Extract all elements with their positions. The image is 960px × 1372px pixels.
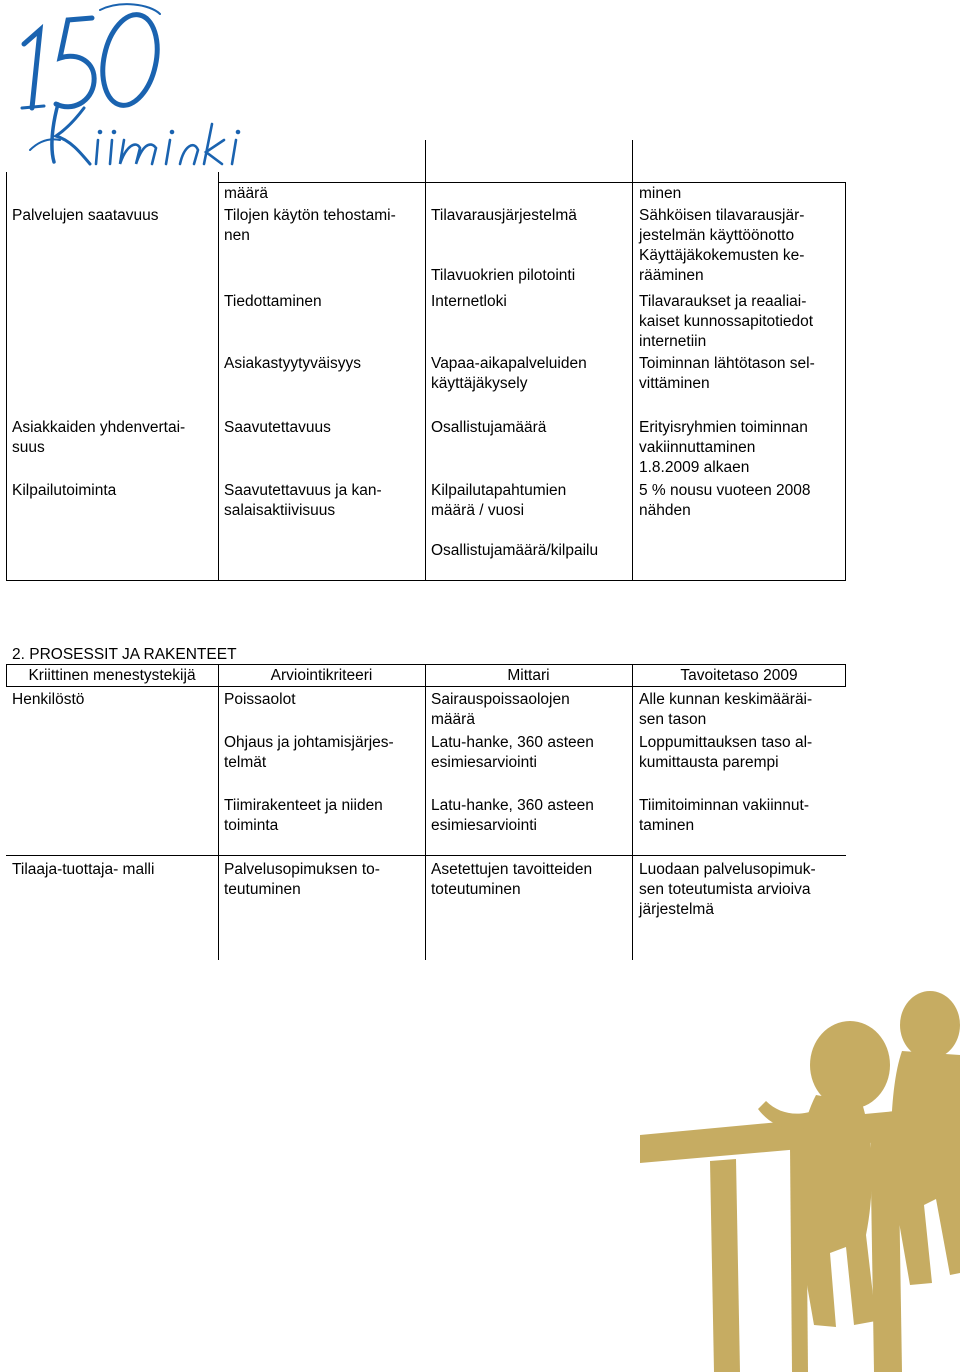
table2-measure-cell: Asetettujen tavoitteiden toteutuminen [431,861,593,898]
table1-target-cell: Erityisryhmien toiminnan vakiinnuttaminen 1.8.2009 alkaen [639,419,808,476]
table1-measure-cell: Kilpailutapahtumien määrä / vuosi [431,482,567,519]
table1-factor-cell: Kilpailutoiminta [12,482,117,499]
table1-bottom-border [6,580,846,581]
table1-target-cell: Toiminnan lähtötason sel- vittäminen [639,355,815,392]
table2-measure-cell: Sairauspoissaolojen määrä [431,691,570,728]
table1-criterion-cell: Saavutettavuus ja kan- salaisaktiivisuus [224,482,382,519]
table2-criterion-cell: Poissaolot [224,691,296,708]
table2-header-target: Tavoitetaso 2009 [680,667,798,684]
table2-criterion-cell: Ohjaus ja johtamisjärjes- telmät [224,734,394,771]
table2-factor-cell: Henkilöstö [12,691,85,708]
table1-target-cell: Käyttäjäkokemusten ke- rääminen [639,247,805,284]
table2-target-cell: Alle kunnan keskimääräi- sen tason [639,691,813,728]
table2-col2-border [218,664,219,960]
table2-factor-cell: Tilaaja-tuottaja- malli [12,861,155,878]
table1-factor-cell: Asiakkaiden yhdenvertai- suus [12,419,186,456]
table2-target-cell: Tiimitoiminnan vakiinnut- taminen [639,797,809,834]
table1-top-tick [218,182,846,183]
table2-measure-cell: Latu-hanke, 360 asteen esimiesarviointi [431,797,594,834]
table1-target-cell: 5 % nousu vuoteen 2008 nähden [639,482,811,519]
table1-criterion-cell: Saavutettavuus [224,419,331,436]
section-heading: 2. PROSESSIT JA RAKENTEET [12,646,237,663]
table1-measure-cell: Vapaa-aikapalveluiden käyttäjäkysely [431,355,587,392]
table2-criterion-cell: Tiimirakenteet ja niiden toiminta [224,797,383,834]
kiiminki-150-logo [0,0,250,170]
table1-col4-border [632,140,633,581]
table1-col3-border [425,140,426,581]
table1-measure-cell: Osallistujamäärä [431,419,547,436]
table2-header-critical-factor: Kriittinen menestystekijä [28,667,196,684]
table1-right-border [845,182,846,581]
table2-col4-border [632,664,633,960]
table2-criterion-cell: Palvelusopimuksen to- teutuminen [224,861,380,898]
children-silhouette-image [640,985,960,1372]
table1-measure-cell: Tilavuokrien pilotointi [431,267,576,284]
table2-row-divider [6,855,846,856]
table1-col2-border [218,172,219,581]
table1-measure-cell: Tilavarausjärjestelmä [431,207,577,224]
table1-target-cell: Tilavaraukset ja reaaliai- kaiset kunnossapitotiedot internetiin [639,293,814,350]
table1-measure-cell: Osallistujamäärä/kilpailu [431,542,599,559]
table1-criterion-cell: Tiedottaminen [224,293,322,310]
table2-header-bottom-border [6,686,846,687]
table1-criterion-cell: Tilojen käytön tehostami- nen [224,207,396,244]
table1-target-cell: Sähköisen tilavarausjär- jestelmän käyttöönotto [639,207,805,244]
table2-header-measure: Mittari [507,667,550,684]
table1-header-fragment-target: minen [639,185,682,202]
table2-top-border [6,664,846,665]
table1-factor-cell: Palvelujen saatavuus [12,207,159,224]
table2-target-cell: Loppumittauksen taso al- kumittausta parempi [639,734,813,771]
table2-col3-border [425,664,426,960]
table1-criterion-cell: Asiakastyytyväisyys [224,355,361,372]
table1-header-fragment-criterion: määrä [224,185,268,202]
table2-header-criterion: Arviointikriteeri [270,667,373,684]
table2-measure-cell: Latu-hanke, 360 asteen esimiesarviointi [431,734,594,771]
table2-target-cell: Luodaan palvelusopimuk- sen toteutumista arvioiva järjestelmä [639,861,816,918]
table1-measure-cell: Internetloki [431,293,507,310]
table1-left-border [6,172,7,581]
